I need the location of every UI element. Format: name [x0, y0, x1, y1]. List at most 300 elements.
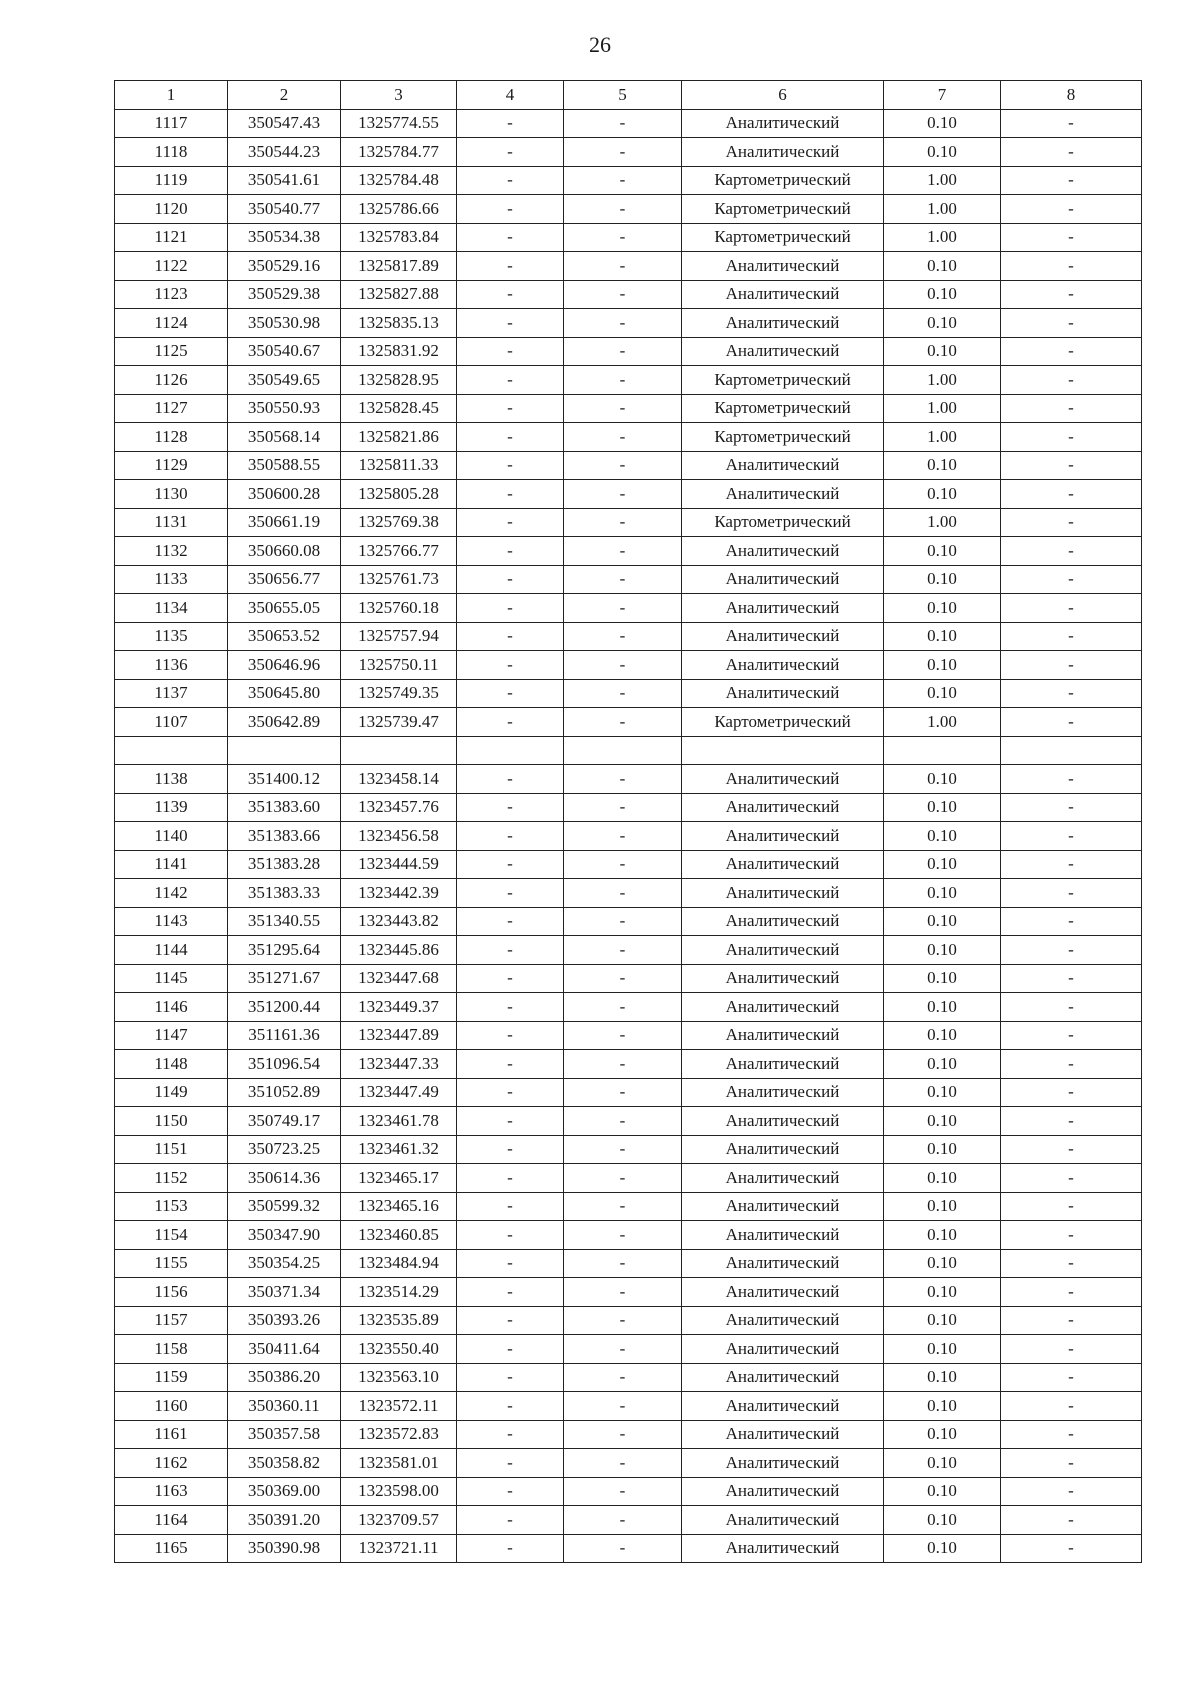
table-cell: - — [457, 1506, 564, 1535]
table-cell: 351161.36 — [228, 1021, 341, 1050]
table-cell: 351052.89 — [228, 1078, 341, 1107]
table-cell: - — [457, 1192, 564, 1221]
table-cell: Аналитический — [682, 679, 884, 708]
table-cell: 1150 — [115, 1107, 228, 1136]
table-cell: - — [564, 508, 682, 537]
table-cell: 1143 — [115, 907, 228, 936]
table-cell: 1325750.11 — [341, 651, 457, 680]
table-row — [115, 1135, 1142, 1164]
table-cell: 1325739.47 — [341, 708, 457, 737]
table-cell: Картометрический — [682, 423, 884, 452]
table-cell: - — [1001, 337, 1142, 366]
table-cell: - — [1001, 1477, 1142, 1506]
table-cell: 350549.65 — [228, 366, 341, 395]
table-cell: - — [457, 1449, 564, 1478]
table-cell: - — [1001, 765, 1142, 794]
table-cell: 1325828.95 — [341, 366, 457, 395]
table-cell: 1145 — [115, 964, 228, 993]
table-cell: - — [564, 793, 682, 822]
table-cell: 1.00 — [884, 195, 1001, 224]
table-cell: - — [457, 309, 564, 338]
table-cell: - — [457, 480, 564, 509]
table-cell: Аналитический — [682, 907, 884, 936]
table-cell: 0.10 — [884, 964, 1001, 993]
table-cell: - — [457, 1021, 564, 1050]
table-cell: - — [1001, 1506, 1142, 1535]
table-cell: Аналитический — [682, 651, 884, 680]
table-row — [115, 594, 1142, 623]
table-cell: - — [564, 309, 682, 338]
table-cell: 350541.61 — [228, 166, 341, 195]
table-row — [115, 964, 1142, 993]
table-cell: - — [457, 1107, 564, 1136]
table-cell: - — [1001, 109, 1142, 138]
table-cell: - — [1001, 708, 1142, 737]
table-cell: - — [457, 423, 564, 452]
table-cell: 1323460.85 — [341, 1221, 457, 1250]
table-cell: 1325766.77 — [341, 537, 457, 566]
table-cell: 1325805.28 — [341, 480, 457, 509]
table-cell: - — [564, 1221, 682, 1250]
table-cell: - — [1001, 622, 1142, 651]
table-cell: 1160 — [115, 1392, 228, 1421]
table-cell: 1325757.94 — [341, 622, 457, 651]
table-cell: 1325827.88 — [341, 280, 457, 309]
table-cell: 1157 — [115, 1306, 228, 1335]
table-row — [115, 1192, 1142, 1221]
table-cell: - — [564, 1477, 682, 1506]
table-cell: 1.00 — [884, 508, 1001, 537]
table-cell: 350550.93 — [228, 394, 341, 423]
separator-row — [115, 736, 1142, 765]
table-cell: - — [1001, 537, 1142, 566]
table-cell — [341, 736, 457, 765]
table-cell: 0.10 — [884, 1164, 1001, 1193]
table-cell: 1.00 — [884, 366, 1001, 395]
table-cell: 1323447.49 — [341, 1078, 457, 1107]
table-row — [115, 622, 1142, 651]
table-cell: - — [564, 1506, 682, 1535]
table-cell: - — [1001, 1392, 1142, 1421]
table-cell: Аналитический — [682, 1221, 884, 1250]
table-cell: 1323449.37 — [341, 993, 457, 1022]
table-cell: 1119 — [115, 166, 228, 195]
table-cell: - — [457, 1278, 564, 1307]
table-cell: 1124 — [115, 309, 228, 338]
table-cell: - — [564, 1278, 682, 1307]
table-cell: 1128 — [115, 423, 228, 452]
table-cell: - — [457, 679, 564, 708]
table-cell: Аналитический — [682, 622, 884, 651]
column-header: 4 — [457, 81, 564, 110]
table-cell: 350749.17 — [228, 1107, 341, 1136]
table-row — [115, 1164, 1142, 1193]
table-cell: - — [1001, 651, 1142, 680]
table-cell: 0.10 — [884, 537, 1001, 566]
table-cell: 0.10 — [884, 1249, 1001, 1278]
table-cell: - — [457, 138, 564, 167]
table-cell: - — [1001, 565, 1142, 594]
table-cell: - — [564, 822, 682, 851]
table-cell: 1323572.11 — [341, 1392, 457, 1421]
table-cell — [884, 736, 1001, 765]
table-cell: 350660.08 — [228, 537, 341, 566]
table-cell: 1323465.16 — [341, 1192, 457, 1221]
table-row — [115, 850, 1142, 879]
column-header: 3 — [341, 81, 457, 110]
table-cell: - — [1001, 423, 1142, 452]
table-cell: 0.10 — [884, 879, 1001, 908]
table-cell: - — [1001, 280, 1142, 309]
table-cell: - — [1001, 594, 1142, 623]
table-cell: - — [457, 280, 564, 309]
table-cell: 1325761.73 — [341, 565, 457, 594]
table-cell: Аналитический — [682, 850, 884, 879]
table-cell: - — [564, 1392, 682, 1421]
table-cell: 350371.34 — [228, 1278, 341, 1307]
table-cell: - — [564, 1164, 682, 1193]
table-cell: 1132 — [115, 537, 228, 566]
table-cell: - — [1001, 394, 1142, 423]
table-cell: 0.10 — [884, 309, 1001, 338]
table-cell: - — [457, 1477, 564, 1506]
table-cell: - — [457, 793, 564, 822]
table-cell: Аналитический — [682, 537, 884, 566]
table-row — [115, 366, 1142, 395]
table-cell: - — [564, 480, 682, 509]
table-cell: Аналитический — [682, 936, 884, 965]
table-cell: 350600.28 — [228, 480, 341, 509]
table-cell: Аналитический — [682, 1534, 884, 1563]
table-cell: 1162 — [115, 1449, 228, 1478]
table-cell: 1123 — [115, 280, 228, 309]
table-cell: 1323442.39 — [341, 879, 457, 908]
table-cell: 1137 — [115, 679, 228, 708]
table-cell: 1163 — [115, 1477, 228, 1506]
table-cell: 0.10 — [884, 1306, 1001, 1335]
table-cell: - — [1001, 166, 1142, 195]
table-cell: 1325786.66 — [341, 195, 457, 224]
table-cell: 350599.32 — [228, 1192, 341, 1221]
table-cell: 350358.82 — [228, 1449, 341, 1478]
table-cell — [228, 736, 341, 765]
table-cell: - — [1001, 223, 1142, 252]
table-cell: - — [1001, 964, 1142, 993]
table-cell: 0.10 — [884, 1534, 1001, 1563]
table-cell: 0.10 — [884, 1135, 1001, 1164]
table-cell: 350656.77 — [228, 565, 341, 594]
table-row — [115, 309, 1142, 338]
table-cell: 1323550.40 — [341, 1335, 457, 1364]
table-cell: - — [1001, 1534, 1142, 1563]
table-cell: 1323465.17 — [341, 1164, 457, 1193]
column-header: 8 — [1001, 81, 1142, 110]
table-cell: 1323709.57 — [341, 1506, 457, 1535]
table-cell: 350386.20 — [228, 1363, 341, 1392]
table-cell: 350393.26 — [228, 1306, 341, 1335]
table-cell: Картометрический — [682, 195, 884, 224]
table-cell: - — [564, 195, 682, 224]
table-cell: 1164 — [115, 1506, 228, 1535]
table-row — [115, 1449, 1142, 1478]
table-cell: 0.10 — [884, 822, 1001, 851]
table-cell: - — [564, 1306, 682, 1335]
table-cell: 1323572.83 — [341, 1420, 457, 1449]
table-cell: 350614.36 — [228, 1164, 341, 1193]
table-cell: Картометрический — [682, 394, 884, 423]
table-cell: 1325835.13 — [341, 309, 457, 338]
table-cell: - — [457, 252, 564, 281]
table-cell: 1122 — [115, 252, 228, 281]
table-cell: 1165 — [115, 1534, 228, 1563]
table-cell: 0.10 — [884, 1221, 1001, 1250]
table-cell: 350357.58 — [228, 1420, 341, 1449]
table-row — [115, 822, 1142, 851]
table-cell: 1325784.77 — [341, 138, 457, 167]
table-row — [115, 1278, 1142, 1307]
table-row — [115, 109, 1142, 138]
table-cell: - — [1001, 195, 1142, 224]
table-cell: 0.10 — [884, 1392, 1001, 1421]
table-cell: - — [1001, 252, 1142, 281]
table-cell: - — [1001, 793, 1142, 822]
table-cell: - — [1001, 1050, 1142, 1079]
table-cell: - — [457, 964, 564, 993]
table-cell: 350411.64 — [228, 1335, 341, 1364]
table-cell: - — [457, 879, 564, 908]
table-cell: 1148 — [115, 1050, 228, 1079]
table-cell: Картометрический — [682, 708, 884, 737]
table-row — [115, 1477, 1142, 1506]
table-cell: Аналитический — [682, 993, 884, 1022]
table-row — [115, 195, 1142, 224]
table-cell: - — [564, 537, 682, 566]
table-cell: Аналитический — [682, 964, 884, 993]
table-cell: - — [457, 366, 564, 395]
table-cell: Аналитический — [682, 337, 884, 366]
table-cell: 1155 — [115, 1249, 228, 1278]
table-cell: 0.10 — [884, 1078, 1001, 1107]
table-cell: - — [564, 423, 682, 452]
table-cell: 350360.11 — [228, 1392, 341, 1421]
table-cell: - — [457, 907, 564, 936]
table-cell: - — [564, 1021, 682, 1050]
table-cell: - — [564, 765, 682, 794]
table-cell: 1.00 — [884, 166, 1001, 195]
table-cell: - — [564, 166, 682, 195]
table-cell: 1130 — [115, 480, 228, 509]
table-cell: 0.10 — [884, 1420, 1001, 1449]
table-cell: Картометрический — [682, 166, 884, 195]
table-cell: 1120 — [115, 195, 228, 224]
page-number: 26 — [589, 32, 611, 57]
table-cell: Аналитический — [682, 822, 884, 851]
table-row — [115, 223, 1142, 252]
table-cell: - — [1001, 1021, 1142, 1050]
table-cell: 1161 — [115, 1420, 228, 1449]
table-cell: - — [564, 1192, 682, 1221]
table-cell: - — [1001, 879, 1142, 908]
table-cell: - — [457, 993, 564, 1022]
table-cell: 350530.98 — [228, 309, 341, 338]
table-cell: 1323447.68 — [341, 964, 457, 993]
table-cell: 1325784.48 — [341, 166, 457, 195]
table-cell: - — [1001, 1306, 1142, 1335]
table-cell: 1323535.89 — [341, 1306, 457, 1335]
table-cell: 0.10 — [884, 679, 1001, 708]
table-cell: Аналитический — [682, 1164, 884, 1193]
table-cell: - — [457, 1050, 564, 1079]
table-cell: 1323484.94 — [341, 1249, 457, 1278]
table-cell: - — [1001, 1363, 1142, 1392]
table-row — [115, 252, 1142, 281]
table-cell: - — [457, 822, 564, 851]
table-cell: 1135 — [115, 622, 228, 651]
table-cell: 1158 — [115, 1335, 228, 1364]
table-cell: Аналитический — [682, 594, 884, 623]
table-cell: 1121 — [115, 223, 228, 252]
table-row — [115, 1078, 1142, 1107]
table-cell: - — [1001, 1278, 1142, 1307]
table-cell: 350568.14 — [228, 423, 341, 452]
table-cell: - — [564, 936, 682, 965]
table-cell: 1.00 — [884, 708, 1001, 737]
table-row — [115, 1420, 1142, 1449]
table-cell: 1325774.55 — [341, 109, 457, 138]
table-cell: 351383.60 — [228, 793, 341, 822]
table-cell: 351383.33 — [228, 879, 341, 908]
table-cell: 1134 — [115, 594, 228, 623]
table-cell: 1325821.86 — [341, 423, 457, 452]
table-cell: - — [564, 1107, 682, 1136]
table-cell: 0.10 — [884, 1335, 1001, 1364]
table-cell: Аналитический — [682, 309, 884, 338]
table-cell: 0.10 — [884, 1050, 1001, 1079]
table-cell: 1.00 — [884, 394, 1001, 423]
table-cell: - — [564, 280, 682, 309]
table-cell: 1323447.33 — [341, 1050, 457, 1079]
table-cell: 1126 — [115, 366, 228, 395]
table-cell: - — [457, 394, 564, 423]
table-cell: - — [457, 622, 564, 651]
table-cell: - — [1001, 309, 1142, 338]
table-cell: 350529.38 — [228, 280, 341, 309]
table-cell: - — [564, 651, 682, 680]
table-cell: 0.10 — [884, 280, 1001, 309]
table-cell: - — [564, 594, 682, 623]
table-cell: 1131 — [115, 508, 228, 537]
table-row — [115, 337, 1142, 366]
table-cell: - — [457, 708, 564, 737]
table-cell: 350646.96 — [228, 651, 341, 680]
table-cell: - — [564, 1078, 682, 1107]
table-cell — [564, 736, 682, 765]
table-cell: - — [1001, 508, 1142, 537]
table-cell: - — [457, 508, 564, 537]
table-cell: - — [1001, 1221, 1142, 1250]
table-cell: - — [1001, 138, 1142, 167]
table-cell: 1323514.29 — [341, 1278, 457, 1307]
table-cell: - — [457, 1534, 564, 1563]
table-cell: - — [1001, 480, 1142, 509]
table-cell: 0.10 — [884, 252, 1001, 281]
table-row — [115, 793, 1142, 822]
table-cell: 1149 — [115, 1078, 228, 1107]
table-cell: Аналитический — [682, 1021, 884, 1050]
table-row — [115, 651, 1142, 680]
table-row — [115, 907, 1142, 936]
table-cell: - — [1001, 451, 1142, 480]
table-row — [115, 1021, 1142, 1050]
table-cell: 350391.20 — [228, 1506, 341, 1535]
table-cell: Картометрический — [682, 223, 884, 252]
column-header: 6 — [682, 81, 884, 110]
table-cell: 1.00 — [884, 423, 1001, 452]
table-cell: 351383.66 — [228, 822, 341, 851]
table-cell: 0.10 — [884, 480, 1001, 509]
table-cell: - — [457, 1135, 564, 1164]
table-cell: 351340.55 — [228, 907, 341, 936]
table-cell: - — [1001, 1335, 1142, 1364]
table-row — [115, 1534, 1142, 1563]
table-cell: 1323563.10 — [341, 1363, 457, 1392]
table-cell: 0.10 — [884, 1363, 1001, 1392]
table-cell: - — [1001, 993, 1142, 1022]
table-cell: 0.10 — [884, 993, 1001, 1022]
table-cell: Аналитический — [682, 879, 884, 908]
table-cell: - — [1001, 1192, 1142, 1221]
table-cell: - — [564, 1363, 682, 1392]
table-row — [115, 138, 1142, 167]
table-cell: 350588.55 — [228, 451, 341, 480]
table-cell: 0.10 — [884, 109, 1001, 138]
table-cell — [115, 736, 228, 765]
table-row — [115, 508, 1142, 537]
table-cell: 0.10 — [884, 936, 1001, 965]
table-cell: - — [1001, 1164, 1142, 1193]
table-cell: 1325769.38 — [341, 508, 457, 537]
table-row — [115, 1221, 1142, 1250]
table-cell: - — [564, 993, 682, 1022]
table-cell: 1146 — [115, 993, 228, 1022]
table-cell: 0.10 — [884, 850, 1001, 879]
table-cell: 1142 — [115, 879, 228, 908]
table-cell: 1144 — [115, 936, 228, 965]
table-cell: 0.10 — [884, 1506, 1001, 1535]
table-cell: 1.00 — [884, 223, 1001, 252]
table-cell: 0.10 — [884, 138, 1001, 167]
table-cell: 350390.98 — [228, 1534, 341, 1563]
table-cell: - — [564, 708, 682, 737]
table-cell: - — [1001, 822, 1142, 851]
table-cell: 1323461.78 — [341, 1107, 457, 1136]
table-cell: 350529.16 — [228, 252, 341, 281]
table-cell: 0.10 — [884, 1449, 1001, 1478]
table-cell: 1138 — [115, 765, 228, 794]
table-row — [115, 765, 1142, 794]
table-row — [115, 1506, 1142, 1535]
table-cell: Аналитический — [682, 1506, 884, 1535]
table-cell: Аналитический — [682, 1335, 884, 1364]
table-row — [115, 423, 1142, 452]
table-cell: - — [1001, 1107, 1142, 1136]
table-cell: 0.10 — [884, 622, 1001, 651]
table-row — [115, 166, 1142, 195]
table-cell: 1323581.01 — [341, 1449, 457, 1478]
table-cell: 1154 — [115, 1221, 228, 1250]
table-cell: Аналитический — [682, 1249, 884, 1278]
table-cell: 350653.52 — [228, 622, 341, 651]
